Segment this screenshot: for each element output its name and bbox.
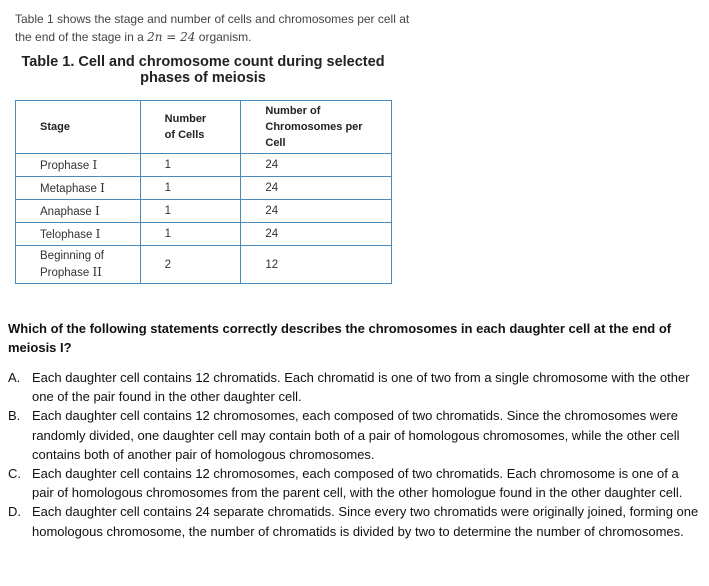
intro-line-2-suffix: organism. — [195, 30, 252, 44]
table-title-line-2: phases of meiosis — [140, 70, 266, 86]
table-row — [16, 246, 392, 284]
table-row — [16, 154, 392, 177]
chromosomes-cell: 24 — [241, 200, 392, 223]
table-row — [16, 177, 392, 200]
intro-math: 2n = 24 — [147, 30, 196, 44]
table-row — [16, 200, 392, 223]
answer-letter: D. — [8, 504, 21, 520]
intro-line-2-prefix: the end of the stage in a — [15, 30, 148, 44]
table-title-line-1: Table 1. Cell and chromosome count during selected — [21, 54, 385, 70]
stage-cell: Telophase I — [16, 223, 141, 246]
cells-cell: 1 — [140, 177, 241, 200]
stage-cell: Beginning of Prophase II — [16, 246, 141, 284]
table-header-row — [16, 101, 392, 154]
stage-cell: Metaphase I — [16, 177, 141, 200]
answer-letter: C. — [8, 466, 21, 482]
header-stage: Stage — [16, 101, 141, 154]
table-row — [16, 223, 392, 246]
intro-line-1: Table 1 shows the stage and number of cells and chromosomes per cell at — [15, 12, 410, 26]
stage-cell: Prophase I — [16, 154, 141, 177]
cells-cell: 2 — [140, 246, 241, 284]
intro-text — [15, 10, 415, 46]
chromosomes-cell: 24 — [241, 223, 392, 246]
answer-letter: A. — [8, 370, 21, 385]
answer-letter: B. — [8, 408, 21, 424]
meiosis-table — [15, 100, 392, 284]
stage-cell: Anaphase I — [16, 200, 141, 223]
answer-text: Each daughter cell contains 12 chromosomes, each composed of two chromatids. Since the chromosomes were randomly divided, one daughter cell may contain both of a pair of homologous chromosomes, while the other cell contains both of another pair of homologous chromosomes. — [32, 408, 680, 462]
cells-cell: 1 — [140, 154, 241, 177]
chromosomes-cell: 24 — [241, 177, 392, 200]
answer-text: Each daughter cell contains 12 chromosomes, each composed of two chromatids. Each chromosome is one of a pair of homologous chromosomes from the parent cell, with the other homologue found in the other daughter cell. — [32, 466, 683, 501]
answer-list — [8, 368, 700, 541]
header-number-of-cells: Number of Cells — [140, 101, 241, 154]
chromosomes-cell: 24 — [241, 154, 392, 177]
answer-option-d[interactable] — [8, 502, 700, 540]
question-text: Which of the following statements correctly describes the chromosomes in each daughter cell at the end of meiosis I? — [8, 321, 672, 355]
answer-option-b[interactable] — [8, 406, 700, 464]
answer-text: Each daughter cell contains 24 separate chromatids. Since every two chromatids were originally joined, forming one homologous chromosome, the number of chromatids is divided by two to determine the number of chromosomes. — [32, 504, 699, 539]
answer-option-a[interactable] — [8, 368, 700, 406]
answer-option-c[interactable] — [8, 464, 700, 502]
chromosomes-cell: 12 — [241, 246, 392, 284]
answer-text: Each daughter cell contains 12 chromatids. Each chromatid is one of two from a single chromosome with the other one of the pair found in the other daughter cell. — [32, 370, 690, 405]
cells-cell: 1 — [140, 223, 241, 246]
table-title — [15, 54, 391, 86]
cells-cell: 1 — [140, 200, 241, 223]
header-chromosomes-per-cell: Number of Chromosomes per Cell — [241, 101, 392, 154]
